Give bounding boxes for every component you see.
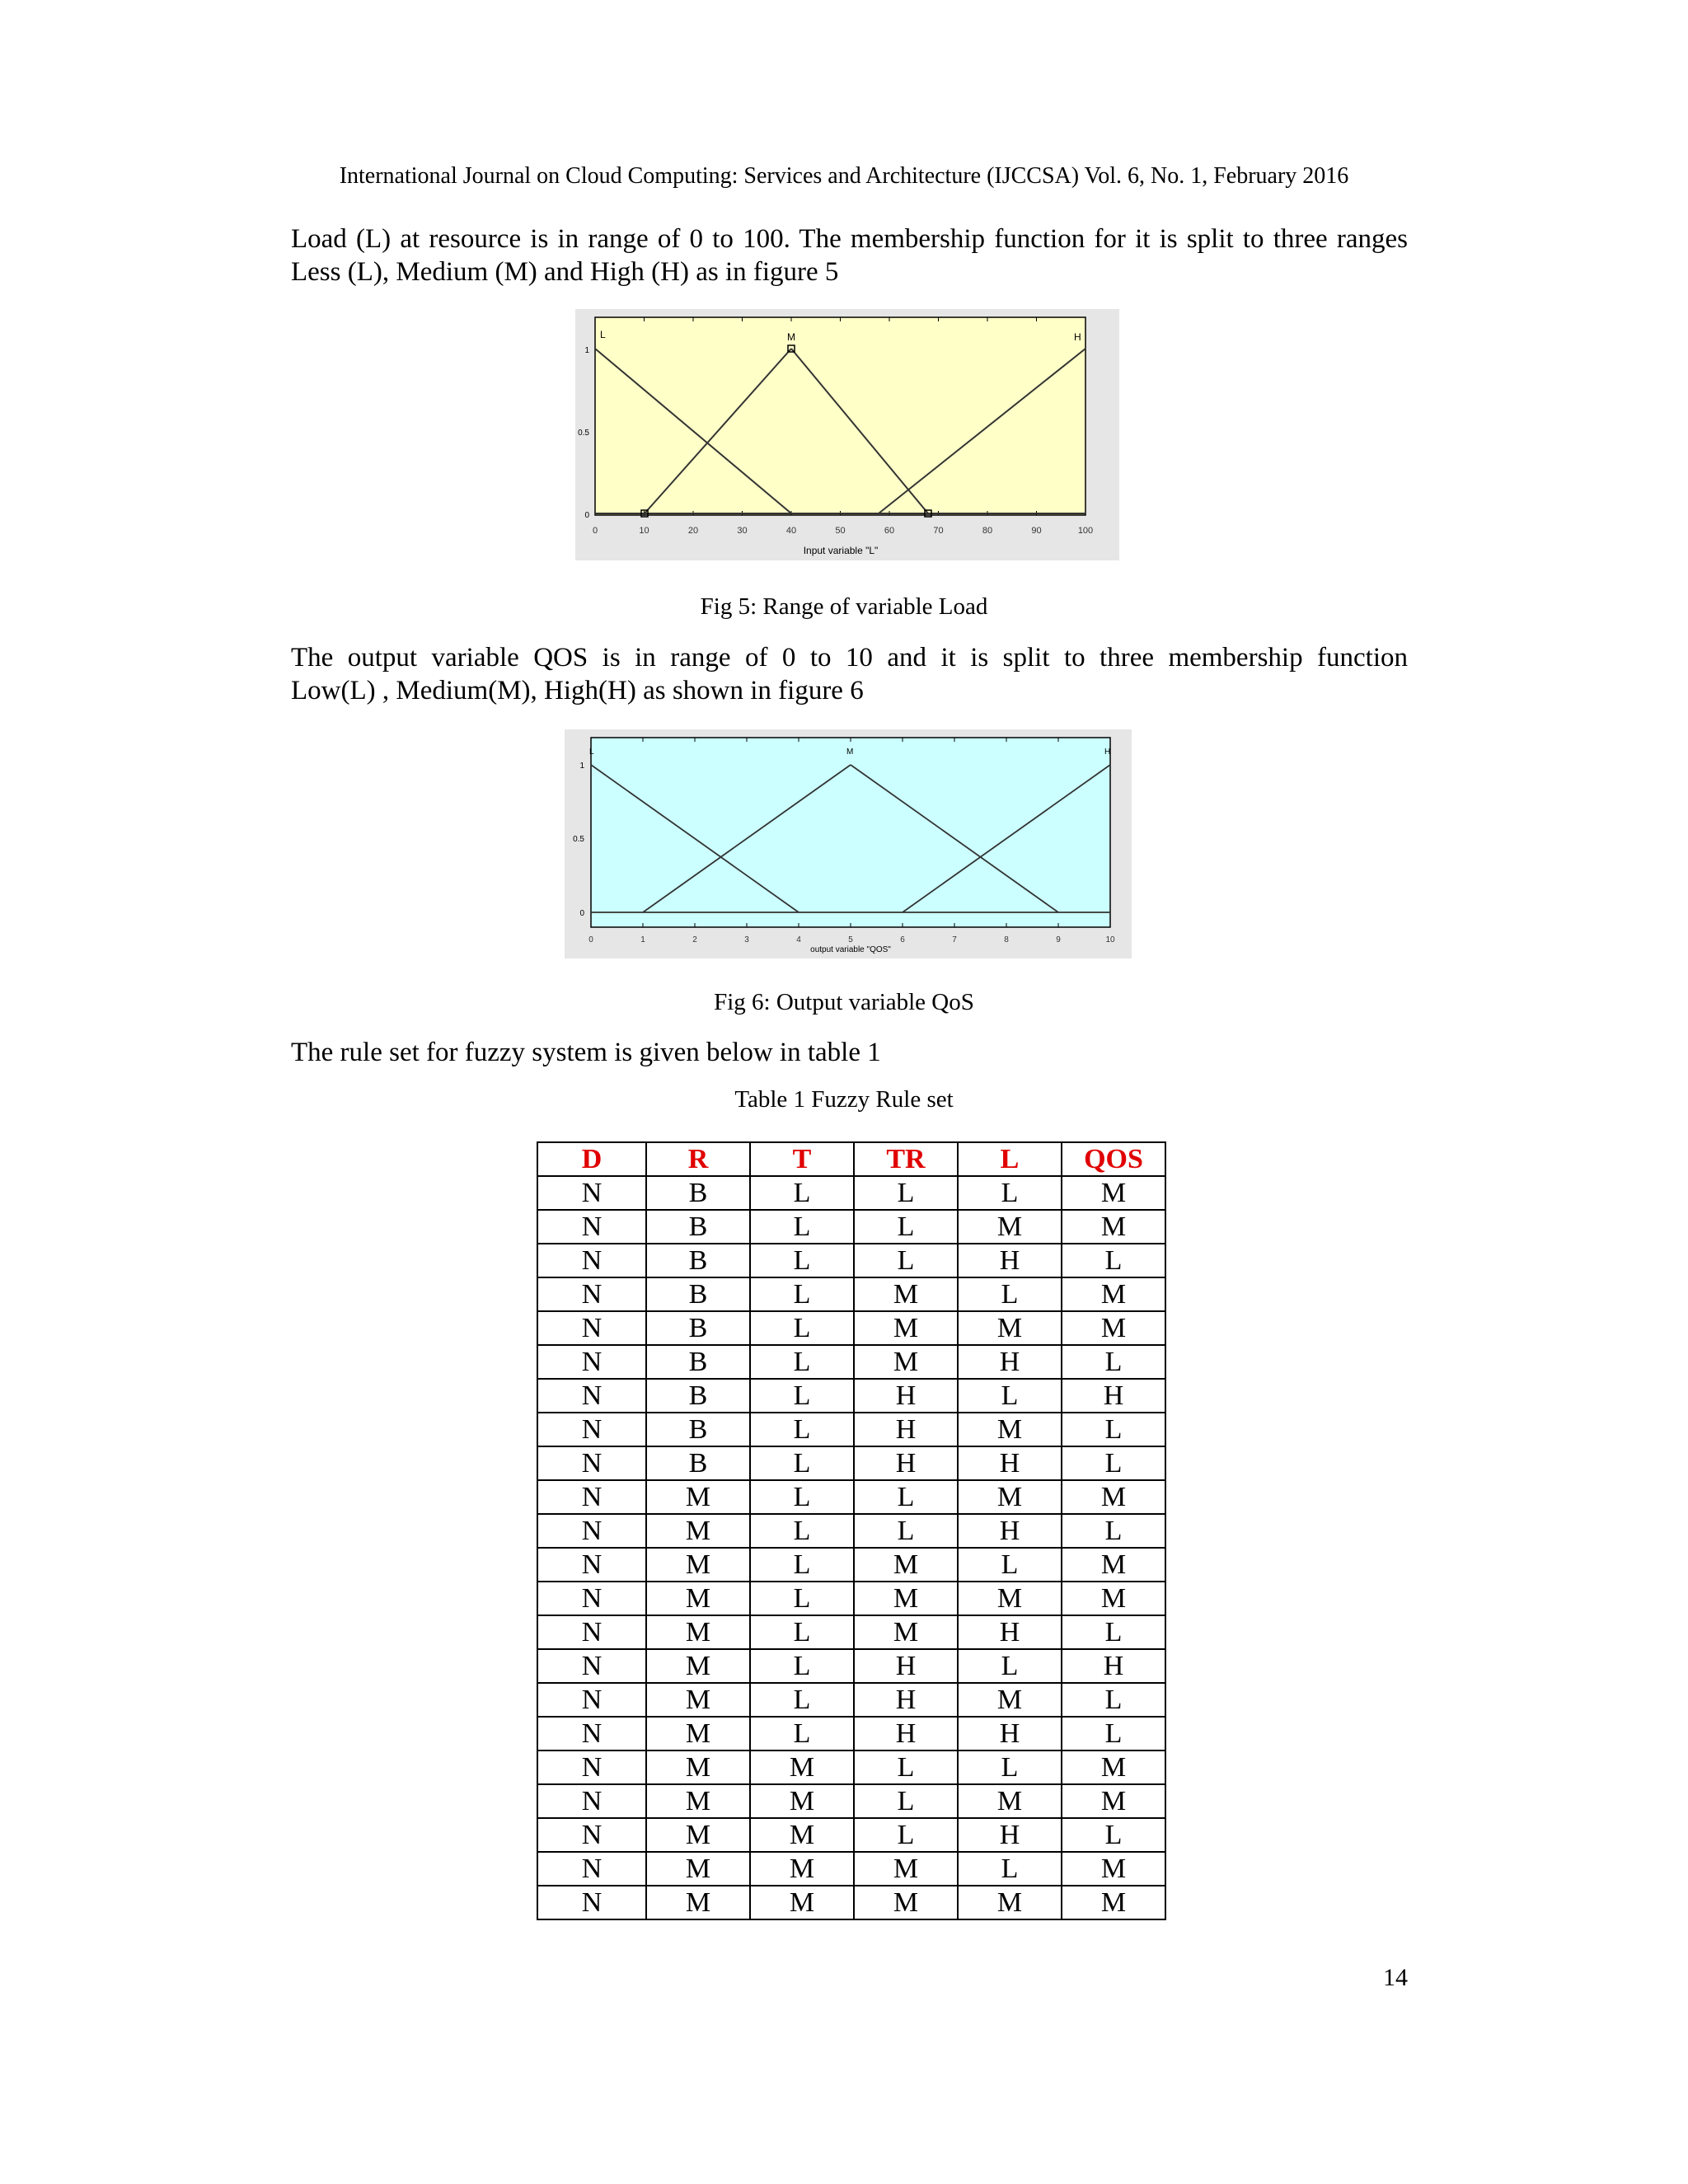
table-cell: L [1062,1615,1165,1649]
table-cell: M [646,1750,750,1784]
table-cell: L [750,1413,854,1446]
table-cell: H [854,1413,958,1446]
table-cell: L [854,1818,958,1852]
table-cell: N [537,1615,646,1649]
table-cell: L [854,1244,958,1277]
fig6-mf-label: L [589,748,594,757]
table-cell: N [537,1277,646,1311]
table-row [537,1345,1165,1379]
fig6-x-tick: 1 [640,935,645,944]
table-cell: M [750,1784,854,1818]
fig6-y-tick: 0.5 [573,835,584,844]
table-cell: B [646,1345,750,1379]
fig6-x-axis-label: output variable "QOS" [810,945,891,954]
table-cell: M [1062,1277,1165,1311]
fig6-x-tick: 2 [692,935,697,944]
table-cell: M [958,1480,1062,1514]
table-cell: H [854,1649,958,1683]
table-row [537,1852,1165,1886]
table-cell: B [646,1311,750,1345]
table-cell: L [750,1210,854,1244]
table-header-cell: T [750,1142,854,1176]
table-cell: M [958,1683,1062,1717]
table-cell: M [958,1311,1062,1345]
table-cell: B [646,1176,750,1210]
fig5-x-tick: 60 [884,526,895,536]
table-cell: L [750,1277,854,1311]
fig5-x-tick: 80 [982,526,993,536]
paragraph-line: The output variable QOS is in range of 0 to 10 and it is split to three membership function [291,643,1408,673]
table-cell: M [854,1345,958,1379]
fuzzy-rule-table [537,1141,1166,1920]
table-cell: H [958,1514,1062,1548]
table-cell: M [646,1784,750,1818]
table-cell: L [854,1750,958,1784]
fig6-mf-label: M [846,748,854,757]
table-cell: M [646,1649,750,1683]
table-cell: N [537,1446,646,1480]
table-row [537,1311,1165,1345]
table-cell: N [537,1852,646,1886]
table-cell: L [750,1717,854,1750]
table-cell: M [750,1818,854,1852]
table-cell: L [750,1615,854,1649]
table-cell: M [646,1852,750,1886]
table-cell: L [854,1210,958,1244]
table-row [537,1784,1165,1818]
table-cell: H [958,1244,1062,1277]
table-header-cell: TR [854,1142,958,1176]
table-row [537,1244,1165,1277]
paragraph-line: Load (L) at resource is in range of 0 to 100. The membership function for it is split to three ranges [291,224,1408,254]
table-cell: M [646,1683,750,1717]
table-cell: M [1062,1176,1165,1210]
table-cell: M [1062,1480,1165,1514]
fig5-x-tick: 0 [592,526,598,536]
table-header-cell: L [958,1142,1062,1176]
fig5-plot [575,309,1119,560]
fig5-x-axis-label: Input variable "L" [803,545,879,556]
table-cell: L [958,1176,1062,1210]
table-cell: B [646,1379,750,1413]
table-row [537,1548,1165,1582]
paragraph-output-variable [291,641,1408,707]
table-cell: M [1062,1582,1165,1615]
table-row [537,1750,1165,1784]
table-cell: L [750,1649,854,1683]
table-cell: M [646,1818,750,1852]
table-cell: H [958,1717,1062,1750]
table-cell: M [646,1582,750,1615]
table-cell: B [646,1244,750,1277]
table-cell: N [537,1886,646,1919]
table-cell: N [537,1683,646,1717]
table-cell: L [1062,1244,1165,1277]
table-cell: N [537,1649,646,1683]
fig5-mf-label: L [600,329,606,340]
table-header-cell: R [646,1142,750,1176]
paragraph-line: Low(L) , Medium(M), High(H) as shown in figure 6 [291,676,864,705]
fig5-x-tick: 10 [639,526,649,536]
table-cell: L [958,1750,1062,1784]
fig6-x-tick: 5 [848,935,853,944]
table-cell: M [854,1582,958,1615]
table-cell: L [750,1683,854,1717]
fig6-x-tick: 8 [1004,935,1009,944]
table-cell: B [646,1413,750,1446]
paragraph-line: The rule set for fuzzy system is given below in table 1 [291,1038,881,1067]
fig5-mf-label: M [787,331,795,343]
table-cell: N [537,1210,646,1244]
table-cell: H [854,1717,958,1750]
table-cell: L [750,1244,854,1277]
table-cell: H [1062,1649,1165,1683]
table-cell: L [958,1649,1062,1683]
table-cell: H [958,1818,1062,1852]
table-cell: M [958,1413,1062,1446]
fig5-x-tick: 30 [737,526,748,536]
table-row [537,1615,1165,1649]
table-cell: L [750,1480,854,1514]
table-cell: L [750,1379,854,1413]
table-cell: M [1062,1784,1165,1818]
table-cell: L [750,1345,854,1379]
paragraph-load-range [291,223,1408,288]
table-cell: L [750,1176,854,1210]
table-row [537,1683,1165,1717]
fig5-x-tick: 20 [687,526,699,536]
table-cell: M [958,1784,1062,1818]
fig6-y-tick: 1 [579,762,584,771]
paragraph-line: Less (L), Medium (M) and High (H) as in figure 5 [291,257,839,287]
fig6-mf-label: H [1104,748,1111,757]
figure-6-caption: Fig 6: Output variable QoS [714,989,974,1015]
table-cell: L [1062,1683,1165,1717]
table-row [537,1176,1165,1210]
table-cell: L [854,1514,958,1548]
table-cell: L [750,1446,854,1480]
table-cell: N [537,1514,646,1548]
table-cell: L [958,1379,1062,1413]
journal-header: International Journal on Cloud Computing: Services and Architecture (IJCCSA) Vol. 6, No. 1, February 2016 [339,163,1349,189]
table-cell: B [646,1446,750,1480]
table-cell: M [750,1886,854,1919]
table-cell: L [750,1548,854,1582]
table-cell: N [537,1548,646,1582]
table-cell: M [958,1886,1062,1919]
table-cell: H [854,1683,958,1717]
table-cell: L [854,1480,958,1514]
table-cell: M [854,1311,958,1345]
table-cell: B [646,1277,750,1311]
fig6-x-tick: 10 [1105,935,1115,944]
table-row [537,1649,1165,1683]
paragraph-rule-set [291,1036,1408,1069]
table-cell: L [854,1784,958,1818]
figure-5-caption: Fig 5: Range of variable Load [700,593,988,620]
table-row [537,1480,1165,1514]
fig6-x-tick: 4 [796,935,801,944]
table-row [537,1210,1165,1244]
fig6-x-tick: 9 [1056,935,1061,944]
table-cell: H [958,1345,1062,1379]
table-cell: M [646,1480,750,1514]
fig5-x-tick: 90 [1031,526,1042,536]
table-cell: M [1062,1548,1165,1582]
table-cell: L [750,1311,854,1345]
table-row [537,1818,1165,1852]
table-cell: N [537,1379,646,1413]
table-cell: M [854,1615,958,1649]
table-row [537,1413,1165,1446]
fig5-x-tick: 100 [1077,526,1094,536]
table-row [537,1886,1165,1919]
fig5-x-tick: 40 [785,526,797,536]
table-cell: M [646,1615,750,1649]
fig5-y-tick: 0 [584,511,589,520]
table-caption: Table 1 Fuzzy Rule set [734,1086,954,1113]
figure-5 [575,309,1119,560]
table-cell: L [750,1582,854,1615]
table-row [537,1277,1165,1311]
table-cell: L [958,1548,1062,1582]
table-cell: M [646,1886,750,1919]
table-cell: H [1062,1379,1165,1413]
table-row [537,1446,1165,1480]
table-cell: N [537,1750,646,1784]
table-cell: N [537,1311,646,1345]
fig6-x-tick: 7 [952,935,957,944]
table-cell: L [1062,1345,1165,1379]
table-cell: H [958,1446,1062,1480]
table-cell: N [537,1480,646,1514]
fig6-plot [565,729,1132,958]
table-header-cell: D [537,1142,646,1176]
fig5-y-tick: 0.5 [578,429,589,438]
fig5-x-tick: 50 [835,526,846,536]
table-cell: L [1062,1717,1165,1750]
table-cell: N [537,1413,646,1446]
table-cell: M [854,1548,958,1582]
table-cell: L [854,1176,958,1210]
table-row [537,1514,1165,1548]
table-cell: M [854,1277,958,1311]
table-cell: M [1062,1886,1165,1919]
table-cell: B [646,1210,750,1244]
figure-6 [565,729,1132,958]
fig6-x-tick: 3 [744,935,749,944]
table-cell: N [537,1244,646,1277]
table-cell: H [958,1615,1062,1649]
table-header-row [537,1142,1165,1176]
table-cell: L [958,1277,1062,1311]
table-cell: M [1062,1210,1165,1244]
table-cell: M [646,1717,750,1750]
table-cell: M [854,1886,958,1919]
table-cell: L [750,1514,854,1548]
fig5-x-tick: 70 [933,526,944,536]
table-cell: M [854,1852,958,1886]
table-cell: M [750,1852,854,1886]
table-cell: N [537,1717,646,1750]
table-cell: N [537,1784,646,1818]
table-cell: M [1062,1852,1165,1886]
table-cell: L [958,1852,1062,1886]
table-cell: M [958,1210,1062,1244]
table-cell: M [1062,1311,1165,1345]
table-cell: H [854,1379,958,1413]
fig6-y-tick: 0 [579,909,584,918]
table-cell: M [1062,1750,1165,1784]
table-cell: L [1062,1413,1165,1446]
fig5-mf-label: H [1074,331,1081,343]
table-cell: M [958,1582,1062,1615]
fig6-x-tick: 0 [588,935,593,944]
table-cell: N [537,1345,646,1379]
table-cell: M [646,1514,750,1548]
table-cell: N [537,1176,646,1210]
table-cell: N [537,1582,646,1615]
table-row [537,1379,1165,1413]
table-header-cell: QOS [1062,1142,1165,1176]
table-row [537,1582,1165,1615]
table-cell: H [854,1446,958,1480]
table-cell: M [750,1750,854,1784]
table-cell: N [537,1818,646,1852]
table-cell: L [1062,1818,1165,1852]
fig5-y-tick: 1 [584,346,589,355]
table-cell: L [1062,1446,1165,1480]
table-cell: L [1062,1514,1165,1548]
table-cell: M [646,1548,750,1582]
fig6-plot-area [591,738,1110,927]
table-row [537,1717,1165,1750]
page-number: 14 [1383,1964,1408,1991]
fig6-x-tick: 6 [900,935,905,944]
